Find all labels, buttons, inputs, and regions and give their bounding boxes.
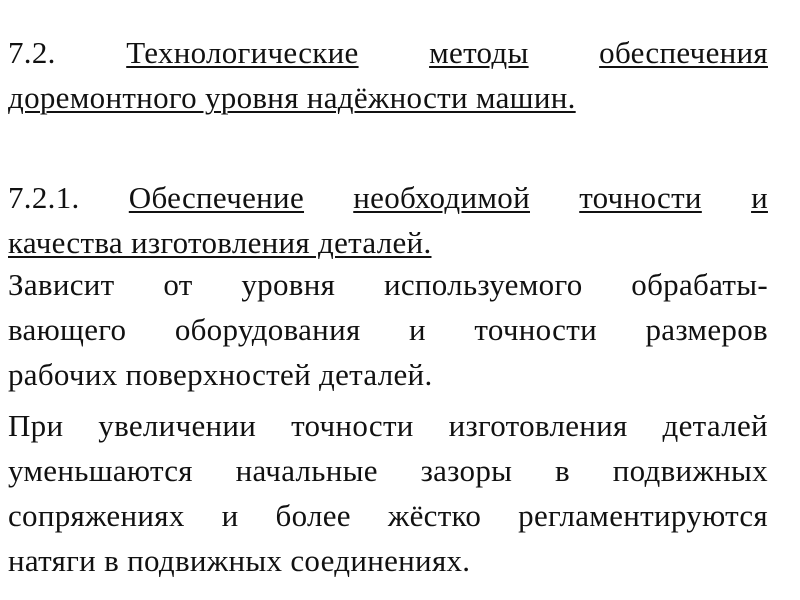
heading-word: Технологические <box>126 35 359 70</box>
word: сопряжениях <box>8 498 185 533</box>
word: более <box>275 498 351 533</box>
word: используемого <box>383 267 583 302</box>
word: размеров <box>645 312 768 347</box>
word: и <box>409 312 426 347</box>
word: изготовления <box>448 408 628 443</box>
section-heading-7-2 <box>8 30 768 120</box>
word: подвижных <box>612 453 768 488</box>
word: Зависит <box>8 267 115 302</box>
subheading-text: качества изготовления деталей. <box>8 225 432 260</box>
paragraph-line <box>8 262 768 307</box>
word: уменьшаются <box>8 453 193 488</box>
heading-word: обеспечения <box>599 35 768 70</box>
word: уровня <box>241 267 336 302</box>
word: жёстко <box>387 498 482 533</box>
subsection-number: 7.2.1. <box>8 180 80 215</box>
section-number: 7.2. <box>8 35 56 70</box>
paragraph-line <box>8 352 768 397</box>
word: При <box>8 408 64 443</box>
paragraph-line <box>8 403 768 448</box>
paragraph-text: натяги в подвижных соединениях. <box>8 543 471 578</box>
word: регламентируются <box>518 498 768 533</box>
heading-line-1 <box>8 30 768 75</box>
subheading-line-2 <box>8 220 768 265</box>
subheading-word: точности <box>579 180 702 215</box>
word: точности <box>474 312 597 347</box>
word: увеличении <box>98 408 257 443</box>
word: в <box>555 453 570 488</box>
subsection-heading-7-2-1 <box>8 175 768 265</box>
heading-line-2 <box>8 75 768 120</box>
heading-word: методы <box>429 35 529 70</box>
paragraph-line <box>8 538 768 583</box>
word: от <box>163 267 193 302</box>
word: и <box>221 498 239 533</box>
word: оборудования <box>174 312 361 347</box>
word: начальные <box>235 453 378 488</box>
word: точности <box>291 408 414 443</box>
word: деталей <box>662 408 768 443</box>
word: зазоры <box>420 453 513 488</box>
word: вающего <box>8 312 127 347</box>
subheading-word: и <box>751 180 768 215</box>
paragraph-line <box>8 307 768 352</box>
subheading-word: Обеспечение <box>128 180 305 215</box>
paragraph-dependency <box>8 262 768 397</box>
heading-text: доремонтного уровня надёжности машин. <box>8 80 576 115</box>
paragraph-precision-effect <box>8 403 768 583</box>
word: обрабаты- <box>631 267 768 302</box>
paragraph-line <box>8 448 768 493</box>
paragraph-text: рабочих поверхностей деталей. <box>8 357 433 392</box>
subheading-line-1 <box>8 175 768 220</box>
subheading-word: необходимой <box>353 180 530 215</box>
paragraph-line <box>8 493 768 538</box>
